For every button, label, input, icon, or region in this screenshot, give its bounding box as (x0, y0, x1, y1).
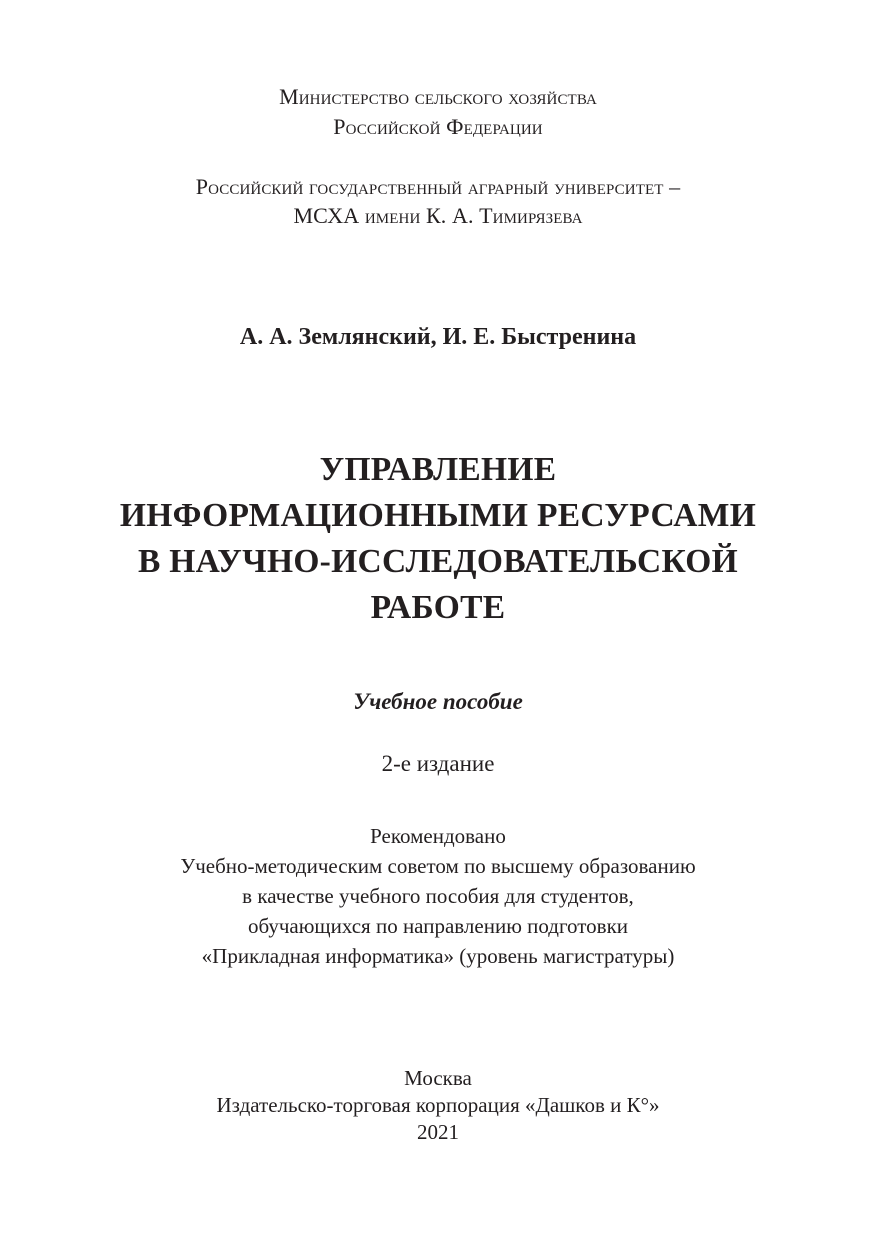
imprint-city: Москва (404, 1066, 472, 1090)
recommendation-line-1: Рекомендовано (370, 824, 506, 848)
ministry-line-2: Российской Федерации (333, 114, 543, 139)
edition: 2-е издание (381, 751, 495, 776)
imprint-publisher: Издательско-торговая корпорация «Дашков и К°» (216, 1093, 660, 1117)
subtitle: Учебное пособие (353, 689, 523, 714)
recommendation-line-4: обучающихся по направлению подготовки (247, 914, 629, 938)
ministry-line-1: Министерство сельского хозяйства (279, 84, 597, 109)
university-line-1: Российский государственный аграрный университет – (195, 174, 681, 199)
book-title-line-1: УПРАВЛЕНИЕ (319, 451, 557, 488)
authors: А. А. Землянский, И. Е. Быстренина (239, 324, 637, 350)
imprint-year: 2021 (417, 1120, 459, 1144)
recommendation-line-5: «Прикладная информатика» (уровень магистратуры) (201, 944, 675, 968)
book-title-line-3: В НАУЧНО-ИССЛЕДОВАТЕЛЬСКОЙ (137, 543, 739, 580)
book-title-line-4: РАБОТЕ (370, 589, 506, 626)
recommendation-line-3: в качестве учебного пособия для студентов, (242, 884, 634, 908)
recommendation-line-2: Учебно-методическим советом по высшему образованию (180, 854, 696, 878)
university-line-2: МСХА имени К. А. Тимирязева (293, 203, 583, 228)
book-title-line-2: ИНФОРМАЦИОННЫМИ РЕСУРСАМИ (119, 497, 757, 534)
